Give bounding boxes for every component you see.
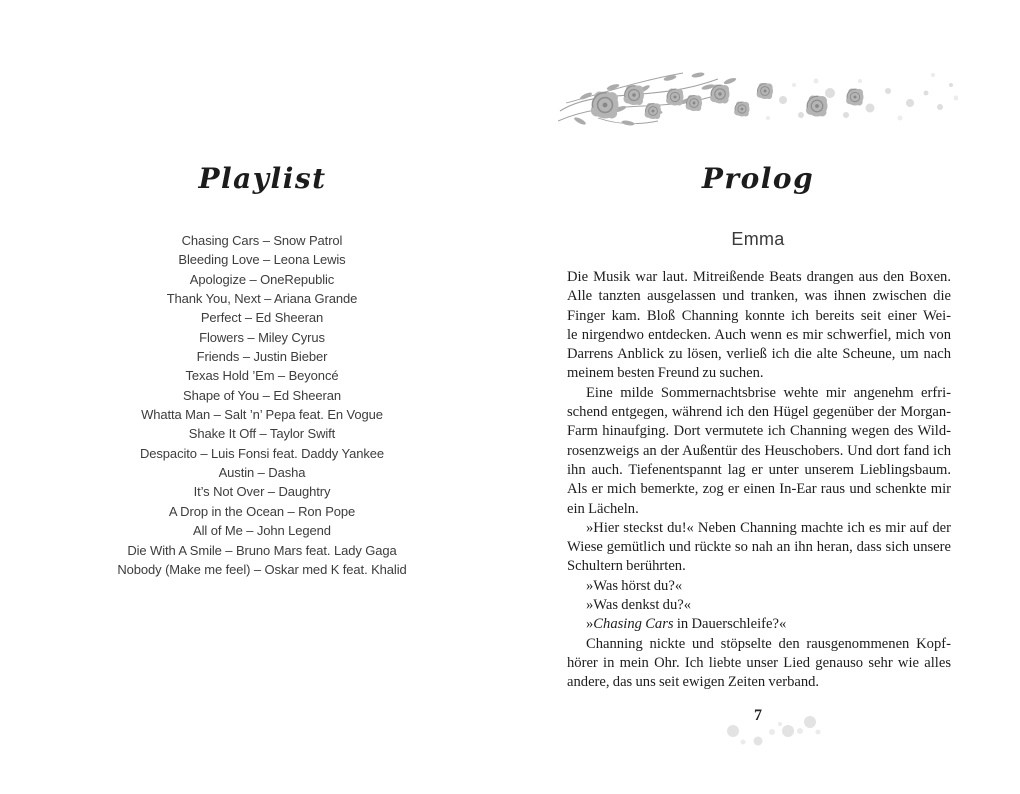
playlist-title: Playlist — [198, 162, 327, 195]
text-line: Schultern berührten. — [567, 558, 686, 575]
song-item: Whatta Man – Salt ’n’ Pepa feat. En Vogue — [141, 407, 383, 423]
song-item: Nobody (Make me feel) – Oskar med K feat. Khalid — [117, 561, 407, 577]
song-item: All of Me – John Legend — [193, 523, 331, 539]
song-item: Friends – Justin Bieber — [196, 349, 328, 365]
text-line: ein Lächeln. — [567, 500, 639, 517]
song-item: Bleeding Love – Leona Lewis — [178, 252, 346, 268]
text-line: »Chasing Cars in Dauerschleife?« — [586, 616, 787, 633]
text-line: Wiese gemütlich und rückte so nah an ihn heran, dass sich unsere — [567, 539, 951, 556]
prolog-title: Prolog — [701, 162, 815, 195]
song-item: Texas Hold ’Em – Beyoncé — [185, 368, 339, 384]
song-item: Perfect – Ed Sheeran — [200, 310, 324, 326]
text-line: Darrens Anblick zu lösen, verließ ich die alte Scheune, um nach — [567, 346, 951, 363]
text-line: Eine milde Sommernachtsbrise wehte mir angenehm erfri- — [586, 384, 951, 401]
song-item: Despacito – Luis Fonsi feat. Daddy Yankee — [139, 445, 384, 461]
rose-vine-ornament-icon — [558, 63, 958, 133]
text-line: Finger kam. Bloß Channing konnte ich bereits seit einer Wei- — [567, 307, 951, 324]
song-item: Apologize – OneRepublic — [189, 271, 335, 287]
chapter-heading: Emma — [731, 229, 785, 249]
text-line: ihn auch. Tiefenentspannt lag er unter unserem Lieblingsbaum. — [567, 461, 951, 478]
text-line: Farm hinaufging. Dort vermutete ich Channing wegen des Wild- — [567, 423, 951, 440]
text-line: rosenzweigs an der Außentür des Heuschobers. Und dort fand ich — [567, 442, 951, 459]
song-item: Flowers – Miley Cyrus — [199, 329, 325, 345]
song-item: Chasing Cars – Snow Patrol — [181, 233, 343, 248]
song-item: Thank You, Next – Ariana Grande — [166, 291, 358, 307]
text-line: Channing nickte und stöpselte den rausgenommenen Kopf- — [586, 635, 951, 652]
text-line: schend entgegen, während ich den Hügel gegenüber der Morgan- — [567, 404, 951, 421]
text-line: Alle tanzten ausgelassen und tranken, was ihnen zwischen die — [567, 288, 951, 305]
song-item: Shake It Off – Taylor Swift — [188, 426, 336, 442]
song-item: Die With A Smile – Bruno Mars feat. Lady Gaga — [127, 542, 397, 558]
song-item: It’s Not Over – Daughtry — [193, 484, 331, 500]
text-line: hörer in mein Ohr. Ich liebte unser Lied genauso sehr wie alles — [567, 654, 951, 671]
song-list — [92, 231, 432, 579]
song-item: A Drop in the Ocean – Ron Pope — [168, 503, 356, 519]
text-line: Die Musik war laut. Mitreißende Beats drangen aus den Boxen. — [567, 269, 951, 285]
text-line: »Was denkst du?« — [586, 597, 692, 614]
text-line: andere, das uns seit ewigen Zeiten verband. — [567, 674, 820, 691]
page-number: 7 — [754, 707, 762, 724]
text-line: le nirgendwo entdecken. Auch wenn es mir schwerfiel, mich von — [567, 326, 951, 343]
song-item: Austin – Dasha — [218, 465, 306, 481]
text-line: »Was hörst du?« — [586, 577, 683, 594]
text-line: Als er mich bemerkte, zog er einen In-Ear raus und schenkte mir — [567, 481, 951, 498]
text-line: »Hier steckst du!« Neben Channing machte ich es mir auf der — [586, 519, 951, 536]
text-line: meinem besten Freund zu suchen. — [567, 365, 764, 382]
song-item: Shape of You – Ed Sheeran — [183, 387, 341, 403]
prolog-text — [567, 268, 951, 693]
